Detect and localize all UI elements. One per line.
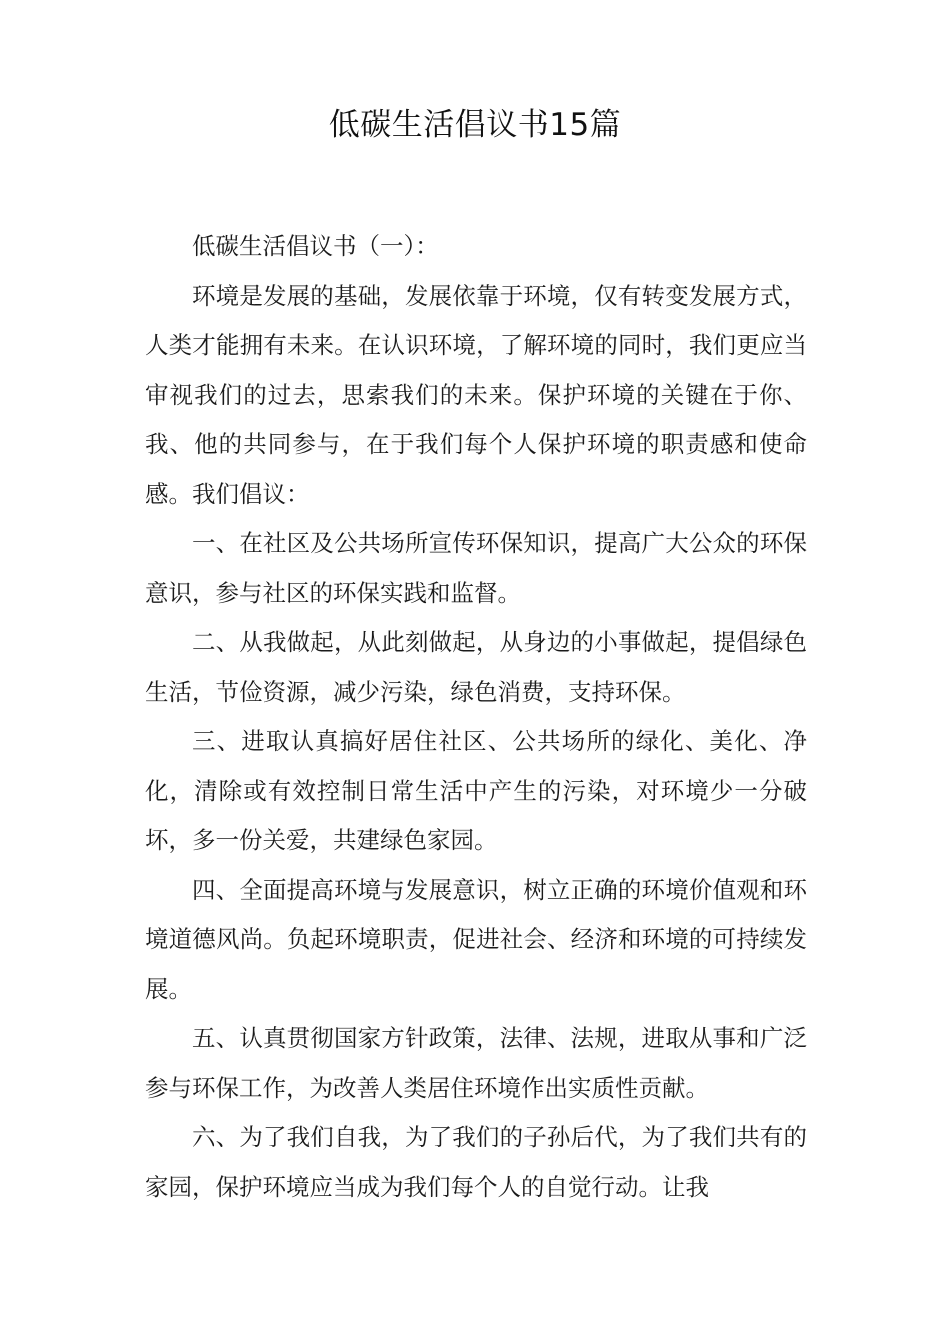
paragraph-item-2: 二、从我做起，从此刻做起，从身边的小事做起，提倡绿色生活，节俭资源，减少污染，绿色消费，支持环保。 [145, 628, 807, 706]
paragraph-intro: 环境是发展的基础，发展依靠于环境，仅有转变发展方式，人类才能拥有未来。在认识环境，了解环境的同时，我们更应当审视我们的过去，思索我们的未来。保护环境的关键在于你、我、他的共同参与，在于我们每个人保护环境的职责感和使命感。我们倡议： [145, 281, 807, 508]
paragraph-item-4: 四、全面提高环境与发展意识，树立正确的环境价值观和环境道德风尚。负起环境职责，促进社会、经济和环境的可持续发展。 [145, 875, 807, 1003]
paragraph-item-5: 五、认真贯彻国家方针政策，法律、法规，进取从事和广泛参与环保工作，为改善人类居住环境作出实质性贡献。 [145, 1024, 807, 1102]
document-body [145, 222, 807, 1212]
paragraph-item-6: 六、为了我们自我，为了我们的子孙后代，为了我们共有的家园，保护环境应当成为我们每个人的自觉行动。让我 [145, 1123, 807, 1201]
paragraph-item-1: 一、在社区及公共场所宣传环保知识，提高广大公众的环保意识，参与社区的环保实践和监督。 [145, 529, 807, 607]
paragraph-subtitle: 低碳生活倡议书（一）： [192, 232, 439, 260]
paragraph-item-3: 三、进取认真搞好居住社区、公共场所的绿化、美化、净化，清除或有效控制日常生活中产生的污染，对环境少一分破坏，多一份关爱，共建绿色家园。 [145, 727, 807, 854]
document-title: 低碳生活倡议书15篇 [328, 107, 622, 143]
